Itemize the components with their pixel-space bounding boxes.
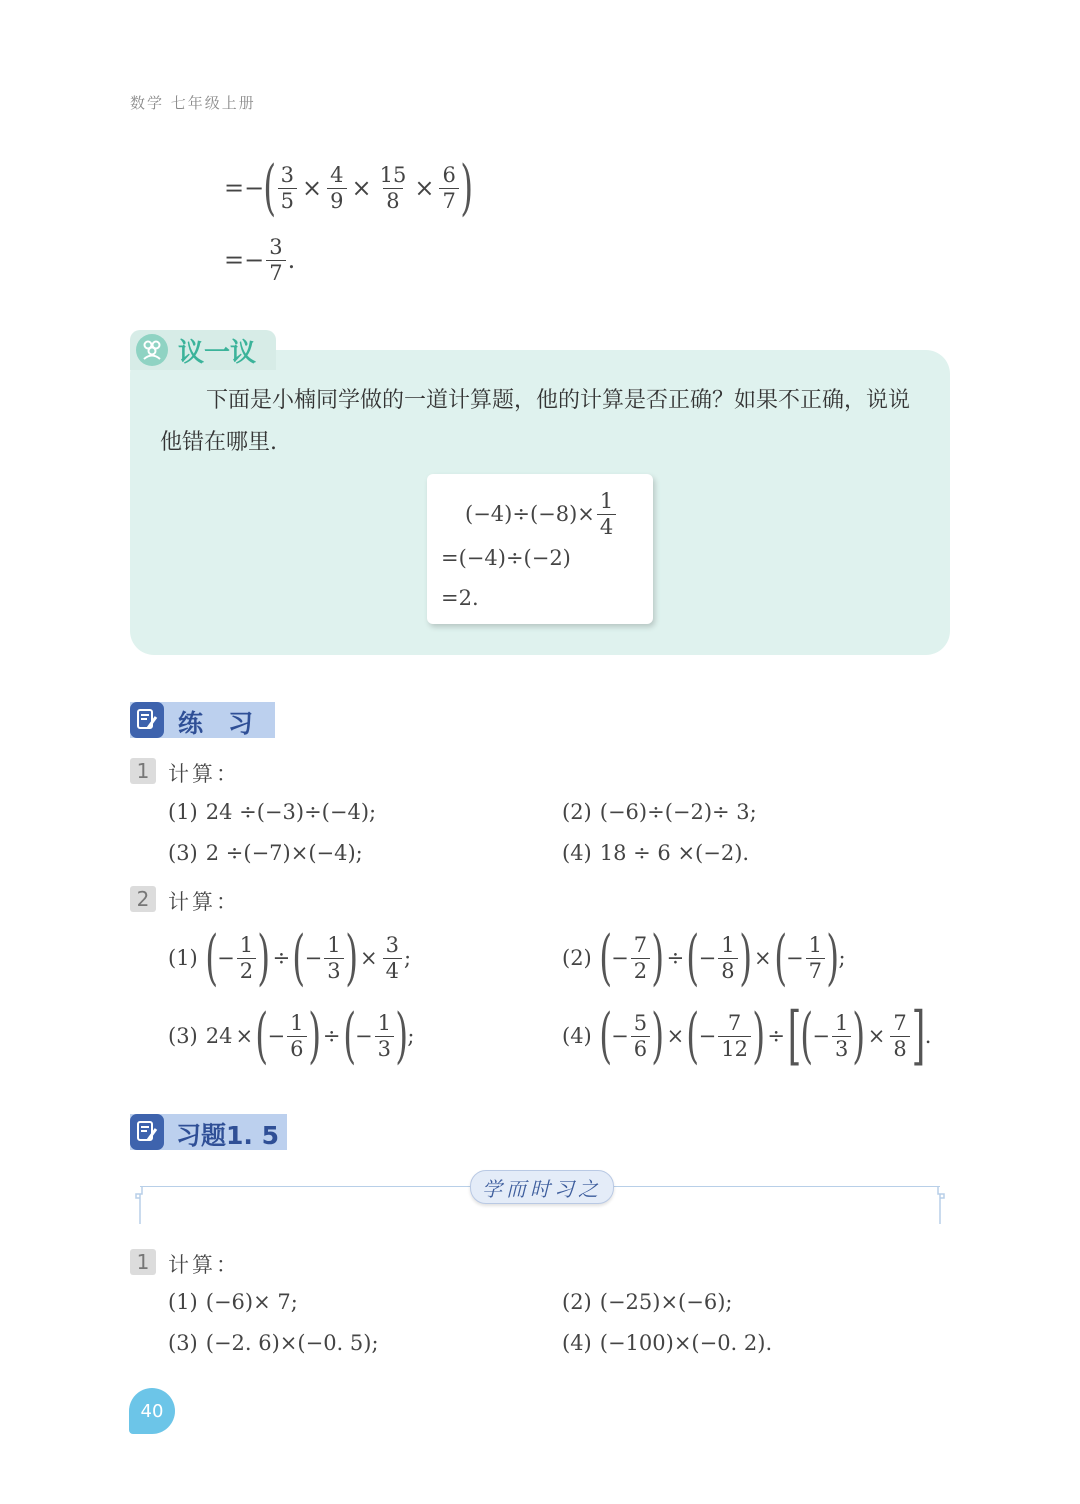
pencil-note-icon [130,702,164,738]
fraction: $\frac{3}{5}$ [278,164,297,212]
exercise-item: (1) ( − $\frac{1}{2}$ ) ÷ ( − $\frac{1}{3}$ ) × $\frac{3}{4}$ ; [168,923,412,993]
fraction: $\frac{1}{4}$ [597,490,616,538]
question-number: 1 [130,758,156,784]
calculation-card [427,474,653,624]
fraction: $\frac{3}{7}$ [266,236,285,284]
calc-line-2: =(−4)÷(−2) [441,546,571,570]
people-icon [136,334,168,366]
fraction: $\frac{15}{8}$ [379,162,407,213]
question-number: 1 [130,1249,156,1275]
pencil-note-icon [130,1114,164,1150]
solution-line-1: =− ( $\frac{3}{5}$ × $\frac{4}{9}$ × $\frac{15}{8}$ × $\frac{6}{7}$ ) [224,153,473,223]
page-header: 数学 七年级上册 [130,94,256,112]
exercise-item: (4) (−100)×(−0. 2). [562,1331,773,1355]
question-number: 2 [130,886,156,912]
banner-label: 学而时习之 [470,1170,614,1204]
exercise-item: (3) (−2. 6)×(−0. 5); [168,1331,379,1355]
exercise-item: (1) (−6)× 7; [168,1290,298,1314]
discussion-text: 下面是小楠同学做的一道计算题，他的计算是否正确？如果不正确，说说他错在哪里. [160,388,911,455]
fraction: $\frac{6}{7}$ [439,164,458,212]
question-prompt: 计算： [168,1253,240,1277]
calc-line-1: (−4)÷(−8)× $\frac{1}{4}$ [465,484,618,544]
question-prompt: 计算： [168,762,240,786]
solution-line-2: =− $\frac{3}{7}$ . [224,234,296,285]
page-number-badge: 40 [129,1388,175,1434]
exercise-item: (2) (−25)×(−6); [562,1290,733,1314]
practice-title: 练 习 [178,709,254,738]
exercise-item: (1) 24 ÷(−3)÷(−4); [168,800,377,824]
exercise-title: 习题1. 5 [176,1121,279,1150]
exercise-item: (2) ( − $\frac{7}{2}$ ) ÷ ( − $\frac{1}{8}$ ) × ( − $\frac{1}{7}$ ) ; [562,923,846,993]
exercise-item: (2) (−6)÷(−2)÷ 3; [562,800,757,824]
calc-line-3: =2. [441,586,479,610]
exercise-item: (4) ( − $\frac{5}{6}$ ) × ( − $\frac{7}{12}$ ) ÷ [ ( − $\frac{1}{3}$ ) × $\frac{7}{8}$ ] . [562,999,932,1073]
banner-right-corner [930,1184,950,1226]
exercise-item: (3) 24 × ( − $\frac{1}{6}$ ) ÷ ( − $\frac{1}{3}$ ) ; [168,1001,415,1071]
equals-minus: =− [224,174,265,202]
question-prompt: 计算： [168,890,240,914]
exercise-item: (4) 18 ÷ 6 ×(−2). [562,841,750,865]
exercise-item: (3) 2 ÷(−7)×(−4); [168,841,363,865]
fraction: $\frac{4}{9}$ [327,164,346,212]
discussion-title: 议一议 [178,338,257,368]
banner-left-corner [130,1184,150,1226]
